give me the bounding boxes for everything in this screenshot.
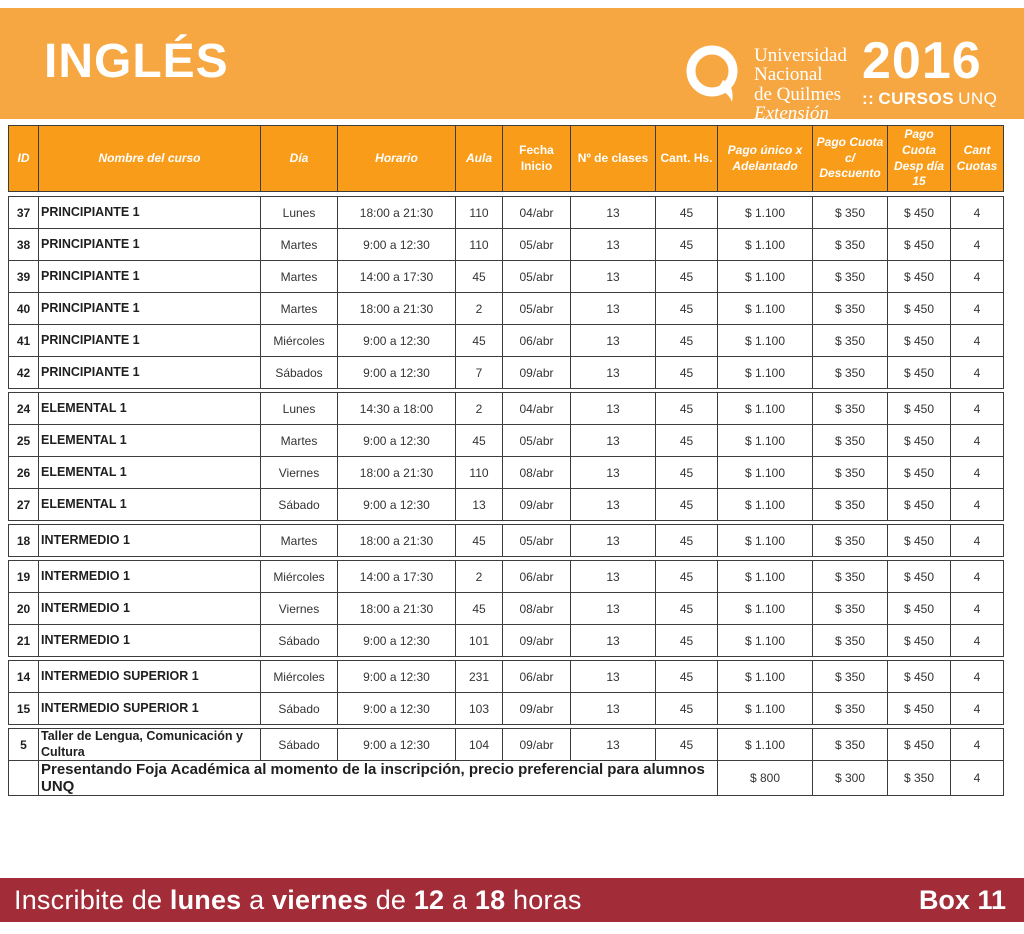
column-header-nombre: Nombre del curso xyxy=(39,126,261,192)
cell-aula: 45 xyxy=(456,525,503,557)
cell-pago_unico: $ 1.100 xyxy=(718,593,813,625)
cell-cuota_desc: $ 350 xyxy=(813,457,888,489)
cell-hs: 45 xyxy=(656,261,718,293)
cell-cuotas: 4 xyxy=(951,661,1004,693)
cell-clases: 13 xyxy=(571,457,656,489)
cell-cuota_desp: $ 450 xyxy=(888,693,951,725)
cell-horario: 9:00 a 12:30 xyxy=(338,693,456,725)
cell-cuota_desc: $ 350 xyxy=(813,661,888,693)
cell-horario: 18:00 a 21:30 xyxy=(338,197,456,229)
cell-fecha: 05/abr xyxy=(503,425,571,457)
cell-horario: 14:00 a 17:30 xyxy=(338,561,456,593)
table-row xyxy=(9,457,1004,489)
msg-seg-bold: viernes xyxy=(272,884,368,915)
cell-cuota_desp: $ 450 xyxy=(888,261,951,293)
cell-fecha: 06/abr xyxy=(503,561,571,593)
cell-clases: 13 xyxy=(571,593,656,625)
cell-aula: 45 xyxy=(456,325,503,357)
column-header-hs: Cant. Hs. xyxy=(656,126,718,192)
cell-id: 38 xyxy=(9,229,39,261)
column-header-horario: Horario xyxy=(338,126,456,192)
cell-fecha: 05/abr xyxy=(503,261,571,293)
cell-cuota_desp: $ 450 xyxy=(888,197,951,229)
course-group xyxy=(8,660,1004,725)
cell-fecha: 05/abr xyxy=(503,525,571,557)
cell-hs: 45 xyxy=(656,393,718,425)
cell-cuota_desc: $ 350 xyxy=(813,325,888,357)
cell-nombre: INTERMEDIO 1 xyxy=(39,593,261,625)
course-group xyxy=(8,728,1004,796)
cell-pago_unico: $ 1.100 xyxy=(718,693,813,725)
cell-nombre: ELEMENTAL 1 xyxy=(39,489,261,521)
cell-cuotas: 4 xyxy=(951,525,1004,557)
cell-horario: 9:00 a 12:30 xyxy=(338,425,456,457)
cell-aula: 7 xyxy=(456,357,503,389)
cell-pago_unico: $ 1.100 xyxy=(718,729,813,761)
cell-aula: 13 xyxy=(456,489,503,521)
table-row xyxy=(9,729,1004,761)
cell-dia: Sábado xyxy=(261,693,338,725)
cell-id: 15 xyxy=(9,693,39,725)
cell-aula: 45 xyxy=(456,261,503,293)
cell-id: 37 xyxy=(9,197,39,229)
column-header-fecha: Fecha Inicio xyxy=(503,126,571,192)
table-row xyxy=(9,525,1004,557)
cell-hs: 45 xyxy=(656,425,718,457)
cell-cuota_desp: $ 450 xyxy=(888,357,951,389)
cell-horario: 9:00 a 12:30 xyxy=(338,325,456,357)
cell-cuota_desp: $ 450 xyxy=(888,489,951,521)
cell-fecha: 08/abr xyxy=(503,457,571,489)
cell-hs: 45 xyxy=(656,197,718,229)
cell-aula: 104 xyxy=(456,729,503,761)
cell-id: 18 xyxy=(9,525,39,557)
table-row xyxy=(9,625,1004,657)
cell-id: 24 xyxy=(9,393,39,425)
msg-seg-bold: lunes xyxy=(169,884,242,915)
table-row xyxy=(9,561,1004,593)
logo-line: Universidad xyxy=(754,45,847,66)
logo-line: de Quilmes xyxy=(754,83,842,105)
cell-nombre: PRINCIPIANTE 1 xyxy=(39,325,261,357)
cell-pago_unico: $ 1.100 xyxy=(718,489,813,521)
table-row xyxy=(9,693,1004,725)
cell-nombre: INTERMEDIO 1 xyxy=(39,525,261,557)
cell-id: 25 xyxy=(9,425,39,457)
course-group xyxy=(8,392,1004,521)
cell-hs: 45 xyxy=(656,561,718,593)
unq-logo xyxy=(686,44,847,124)
cell-horario: 18:00 a 21:30 xyxy=(338,457,456,489)
cell-cuota_desp: $ 450 xyxy=(888,561,951,593)
cell-cuota_desc: $ 350 xyxy=(813,625,888,657)
cell-aula: 110 xyxy=(456,457,503,489)
cell-dia: Sábado xyxy=(261,729,338,761)
msg-seg-bold: 18 xyxy=(474,884,506,915)
cell-fecha: 06/abr xyxy=(503,325,571,357)
cell-cuota_desp: $ 350 xyxy=(888,761,951,796)
cell-cuotas: 4 xyxy=(951,325,1004,357)
year-block xyxy=(862,32,998,109)
cell-horario: 18:00 a 21:30 xyxy=(338,293,456,325)
cell-fecha: 09/abr xyxy=(503,625,571,657)
cell-hs: 45 xyxy=(656,661,718,693)
cell-cuota_desc: $ 350 xyxy=(813,693,888,725)
cell-pago_unico: $ 1.100 xyxy=(718,625,813,657)
cell-horario: 9:00 a 12:30 xyxy=(338,357,456,389)
course-group xyxy=(8,524,1004,557)
cell-fecha: 04/abr xyxy=(503,393,571,425)
cell-clases: 13 xyxy=(571,425,656,457)
table-row xyxy=(9,197,1004,229)
cell-cuota_desc: $ 350 xyxy=(813,357,888,389)
cell-hs: 45 xyxy=(656,593,718,625)
cell-cuota_desc: $ 350 xyxy=(813,525,888,557)
cell-id: 40 xyxy=(9,293,39,325)
cell-pago_unico: $ 1.100 xyxy=(718,525,813,557)
cell-cuotas: 4 xyxy=(951,229,1004,261)
cell-cuota_desc: $ 300 xyxy=(813,761,888,796)
cell-pago_unico: $ 1.100 xyxy=(718,261,813,293)
cell-cuota_desc: $ 350 xyxy=(813,393,888,425)
cell-aula: 103 xyxy=(456,693,503,725)
table-header xyxy=(8,125,1004,192)
cell-cuota_desp: $ 450 xyxy=(888,325,951,357)
cell-dia: Miércoles xyxy=(261,561,338,593)
cell-aula: 2 xyxy=(456,393,503,425)
cell-dia: Sábados xyxy=(261,357,338,389)
column-header-aula: Aula xyxy=(456,126,503,192)
cell-nombre: INTERMEDIO SUPERIOR 1 xyxy=(39,661,261,693)
cell-nombre: PRINCIPIANTE 1 xyxy=(39,261,261,293)
cell-clases: 13 xyxy=(571,261,656,293)
table-row xyxy=(9,325,1004,357)
cell-clases: 13 xyxy=(571,197,656,229)
cell-id: 21 xyxy=(9,625,39,657)
cell-pago_unico: $ 800 xyxy=(718,761,813,796)
cursos-prefix: :: xyxy=(862,89,875,108)
cell-dia: Martes xyxy=(261,229,338,261)
box-label: Box 11 xyxy=(918,884,1006,915)
column-header-cuotas: Cant Cuotas xyxy=(951,126,1004,192)
cell-cuota_desc: $ 350 xyxy=(813,229,888,261)
cell-pago_unico: $ 1.100 xyxy=(718,293,813,325)
cell-cuota_desp: $ 450 xyxy=(888,729,951,761)
cell-fecha: 09/abr xyxy=(503,489,571,521)
cell-cuotas: 4 xyxy=(951,693,1004,725)
cell-cuotas: 4 xyxy=(951,593,1004,625)
cell-aula: 45 xyxy=(456,425,503,457)
cursos-bold: CURSOS xyxy=(878,89,955,108)
cell-cuotas: 4 xyxy=(951,761,1004,796)
cell-fecha: 06/abr xyxy=(503,661,571,693)
cell-nombre: ELEMENTAL 1 xyxy=(39,393,261,425)
cell-nombre: ELEMENTAL 1 xyxy=(39,457,261,489)
cell-fecha: 09/abr xyxy=(503,729,571,761)
cell-dia: Martes xyxy=(261,525,338,557)
cell-aula: 2 xyxy=(456,561,503,593)
course-group xyxy=(8,196,1004,389)
note-row xyxy=(9,761,1004,796)
cell-cuotas: 4 xyxy=(951,489,1004,521)
cell-id: 14 xyxy=(9,661,39,693)
cell-pago_unico: $ 1.100 xyxy=(718,229,813,261)
cell-pago_unico: $ 1.100 xyxy=(718,197,813,229)
column-header-id: ID xyxy=(9,126,39,192)
cell-id: 26 xyxy=(9,457,39,489)
cell-fecha: 09/abr xyxy=(503,357,571,389)
cell-dia: Lunes xyxy=(261,393,338,425)
cell-pago_unico: $ 1.100 xyxy=(718,357,813,389)
table-row xyxy=(9,393,1004,425)
cell-cuotas: 4 xyxy=(951,561,1004,593)
cell-dia: Viernes xyxy=(261,457,338,489)
cell-cuota_desp: $ 450 xyxy=(888,661,951,693)
cell-aula: 45 xyxy=(456,593,503,625)
msg-seg-bold: 12 xyxy=(413,884,445,915)
cell-nombre: INTERMEDIO 1 xyxy=(39,625,261,657)
cell-cuota_desc: $ 350 xyxy=(813,593,888,625)
cell-horario: 18:00 a 21:30 xyxy=(338,593,456,625)
cell-fecha: 08/abr xyxy=(503,593,571,625)
cell-cuotas: 4 xyxy=(951,457,1004,489)
course-table xyxy=(8,125,1003,796)
cell-id: 39 xyxy=(9,261,39,293)
cell-horario: 9:00 a 12:30 xyxy=(338,625,456,657)
cell-id: 20 xyxy=(9,593,39,625)
column-header-pago_unico: Pago único x Adelantado xyxy=(718,126,813,192)
cell-hs: 45 xyxy=(656,229,718,261)
cell-clases: 13 xyxy=(571,293,656,325)
cell-dia: Viernes xyxy=(261,593,338,625)
cell-hs: 45 xyxy=(656,489,718,521)
cell-nombre: PRINCIPIANTE 1 xyxy=(39,229,261,261)
cell-clases: 13 xyxy=(571,393,656,425)
table-row xyxy=(9,489,1004,521)
cell-pago_unico: $ 1.100 xyxy=(718,393,813,425)
cell-aula: 231 xyxy=(456,661,503,693)
cell-aula: 110 xyxy=(456,229,503,261)
cell-id: 5 xyxy=(9,729,39,761)
cell-cuota_desc: $ 350 xyxy=(813,261,888,293)
cell-fecha: 09/abr xyxy=(503,693,571,725)
cell-dia: Lunes xyxy=(261,197,338,229)
logo-line: Nacional xyxy=(754,64,823,86)
cell-clases: 13 xyxy=(571,561,656,593)
msg-seg: Inscribite de xyxy=(14,884,170,915)
cell-horario: 18:00 a 21:30 xyxy=(338,525,456,557)
cell-clases: 13 xyxy=(571,729,656,761)
cell-horario: 9:00 a 12:30 xyxy=(338,229,456,261)
cell-cuota_desc: $ 350 xyxy=(813,293,888,325)
cell-cuota_desp: $ 450 xyxy=(888,425,951,457)
cell-id: 19 xyxy=(9,561,39,593)
cell-hs: 45 xyxy=(656,693,718,725)
cell-dia: Sábado xyxy=(261,625,338,657)
cell-cuotas: 4 xyxy=(951,625,1004,657)
cell-pago_unico: $ 1.100 xyxy=(718,457,813,489)
cell-nombre: INTERMEDIO SUPERIOR 1 xyxy=(39,693,261,725)
cell-id xyxy=(9,761,39,796)
inscription-message xyxy=(14,885,582,916)
cell-hs: 45 xyxy=(656,357,718,389)
msg-seg: horas xyxy=(505,884,582,915)
page-title: INGLÉS xyxy=(44,35,229,88)
cell-nombre: PRINCIPIANTE 1 xyxy=(39,293,261,325)
cell-fecha: 04/abr xyxy=(503,197,571,229)
column-header-cuota_desc: Pago Cuota c/ Descuento xyxy=(813,126,888,192)
cell-horario: 9:00 a 12:30 xyxy=(338,489,456,521)
cell-cuota_desc: $ 350 xyxy=(813,489,888,521)
cell-aula: 2 xyxy=(456,293,503,325)
table-row xyxy=(9,357,1004,389)
cell-dia: Sábado xyxy=(261,489,338,521)
cell-hs: 45 xyxy=(656,293,718,325)
cell-horario: 14:30 a 18:00 xyxy=(338,393,456,425)
cell-hs: 45 xyxy=(656,457,718,489)
cell-nombre: ELEMENTAL 1 xyxy=(39,425,261,457)
cell-horario: 14:00 a 17:30 xyxy=(338,261,456,293)
table-row xyxy=(9,261,1004,293)
cell-pago_unico: $ 1.100 xyxy=(718,661,813,693)
table-row xyxy=(9,593,1004,625)
cell-cuotas: 4 xyxy=(951,197,1004,229)
msg-seg: a xyxy=(444,884,475,915)
cell-clases: 13 xyxy=(571,661,656,693)
cell-cuota_desp: $ 450 xyxy=(888,625,951,657)
cell-nombre: PRINCIPIANTE 1 xyxy=(39,197,261,229)
cursos-light: UNQ xyxy=(958,89,998,108)
cell-fecha: 05/abr xyxy=(503,293,571,325)
cell-cuota_desc: $ 350 xyxy=(813,197,888,229)
cell-cuota_desp: $ 450 xyxy=(888,457,951,489)
footer-bar xyxy=(0,878,1024,922)
unq-q-icon xyxy=(686,44,744,113)
table-row xyxy=(9,229,1004,261)
cell-hs: 45 xyxy=(656,729,718,761)
cell-clases: 13 xyxy=(571,489,656,521)
cell-id: 27 xyxy=(9,489,39,521)
cell-cuotas: 4 xyxy=(951,261,1004,293)
cell-clases: 13 xyxy=(571,625,656,657)
cell-cuota_desp: $ 450 xyxy=(888,293,951,325)
cell-cuota_desp: $ 450 xyxy=(888,593,951,625)
cell-clases: 13 xyxy=(571,693,656,725)
cell-pago_unico: $ 1.100 xyxy=(718,561,813,593)
cell-id: 41 xyxy=(9,325,39,357)
banner xyxy=(0,8,1024,125)
cell-fecha: 05/abr xyxy=(503,229,571,261)
column-header-clases: Nº de clases xyxy=(571,126,656,192)
cell-cuota_desp: $ 450 xyxy=(888,525,951,557)
year-label: 2016 xyxy=(862,32,982,90)
msg-seg: de xyxy=(368,884,414,915)
cell-dia: Miércoles xyxy=(261,325,338,357)
cell-pago_unico: $ 1.100 xyxy=(718,425,813,457)
cell-horario: 9:00 a 12:30 xyxy=(338,729,456,761)
course-group xyxy=(8,560,1004,657)
cell-dia: Miércoles xyxy=(261,661,338,693)
cell-hs: 45 xyxy=(656,325,718,357)
cell-id: 42 xyxy=(9,357,39,389)
cell-pago_unico: $ 1.100 xyxy=(718,325,813,357)
column-header-dia: Día xyxy=(261,126,338,192)
cell-cuota_desc: $ 350 xyxy=(813,425,888,457)
cell-cuotas: 4 xyxy=(951,393,1004,425)
cursos-unq-label xyxy=(862,89,997,109)
note-text: Presentando Foja Académica al momento de la inscripción, precio preferencial para alumnos UNQ xyxy=(39,761,718,796)
unq-logo-text xyxy=(754,44,847,124)
cell-clases: 13 xyxy=(571,325,656,357)
column-header-cuota_desp: Pago Cuota Desp día 15 xyxy=(888,126,951,192)
table-row xyxy=(9,293,1004,325)
msg-seg: a xyxy=(241,884,273,915)
cell-cuota_desp: $ 450 xyxy=(888,229,951,261)
cell-cuota_desc: $ 350 xyxy=(813,561,888,593)
cell-dia: Martes xyxy=(261,425,338,457)
cell-dia: Martes xyxy=(261,261,338,293)
cell-aula: 101 xyxy=(456,625,503,657)
cell-clases: 13 xyxy=(571,525,656,557)
cell-cuota_desc: $ 350 xyxy=(813,729,888,761)
cell-nombre: INTERMEDIO 1 xyxy=(39,561,261,593)
cell-horario: 9:00 a 12:30 xyxy=(338,661,456,693)
cell-cuotas: 4 xyxy=(951,425,1004,457)
logo-line-extension: Extensión xyxy=(754,103,829,125)
cell-clases: 13 xyxy=(571,357,656,389)
cell-clases: 13 xyxy=(571,229,656,261)
table-row xyxy=(9,661,1004,693)
cell-aula: 110 xyxy=(456,197,503,229)
cell-cuota_desp: $ 450 xyxy=(888,393,951,425)
cell-cuotas: 4 xyxy=(951,729,1004,761)
table-row xyxy=(9,425,1004,457)
cell-nombre: Taller de Lengua, Comunicación y Cultura xyxy=(39,729,261,761)
cell-cuotas: 4 xyxy=(951,357,1004,389)
cell-dia: Martes xyxy=(261,293,338,325)
cell-cuotas: 4 xyxy=(951,293,1004,325)
cell-nombre: PRINCIPIANTE 1 xyxy=(39,357,261,389)
cell-hs: 45 xyxy=(656,525,718,557)
cell-hs: 45 xyxy=(656,625,718,657)
